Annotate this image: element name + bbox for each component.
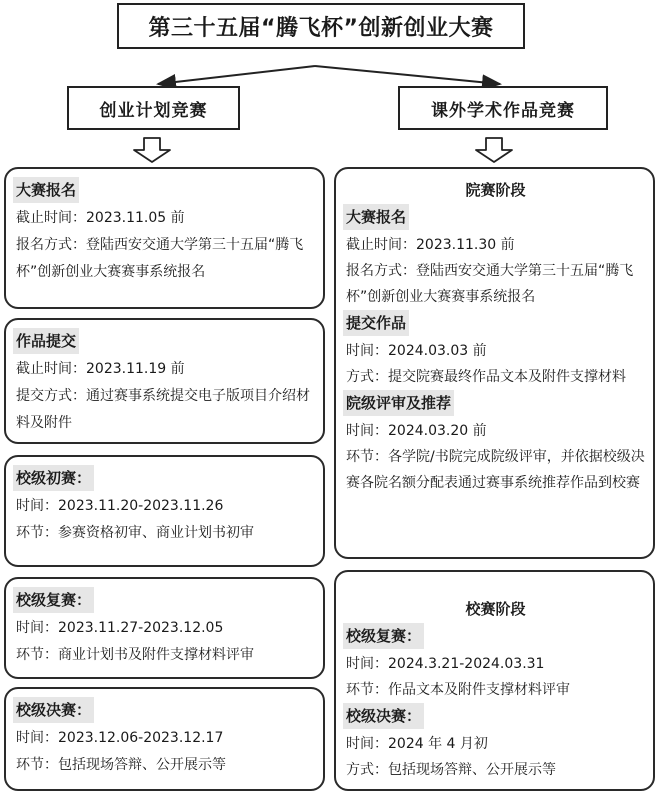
time-text: 时间：2024.03.03 前 (346, 343, 487, 359)
card-second-round (4, 577, 325, 679)
section-heading: 校级复赛： (343, 623, 424, 649)
method-text: 报名方式：登陆西安交通大学第三十五届“腾飞杯”创新创业大赛赛事系统报名 (346, 263, 634, 305)
card-heading: 校级初赛： (13, 465, 94, 491)
competition-title: 第三十五届“腾飞杯”创新创业大赛 (117, 3, 525, 49)
card-registration (4, 167, 325, 309)
time-text: 时间：2023.11.20-2023.11.26 (16, 498, 224, 514)
card-heading: 校级复赛： (13, 587, 94, 613)
time-text: 时间：2024 年 4 月初 (346, 736, 488, 752)
section-heading: 院级评审及推荐 (343, 390, 454, 416)
track-business-plan: 创业计划竞赛 (67, 86, 240, 130)
card-college-stage (334, 167, 655, 559)
track-academic-works: 课外学术作品竞赛 (398, 86, 608, 130)
process-text: 环节：商业计划书及附件支撑材料评审 (16, 647, 254, 663)
method-text: 提交方式：通过赛事系统提交电子版项目介绍材料及附件 (16, 388, 310, 431)
card-heading: 校级决赛： (13, 697, 94, 723)
time-text: 时间：2023.12.06-2023.12.17 (16, 730, 224, 746)
time-text: 时间：2024.3.21-2024.03.31 (346, 656, 545, 672)
arrow-to-right-track (315, 66, 500, 84)
stage-title: 校赛阶段 (465, 600, 526, 618)
arrow-to-left-track (158, 66, 315, 84)
method-text: 方式：包括现场答辩、公开展示等 (346, 762, 556, 778)
card-school-stage (334, 570, 655, 791)
deadline-text: 截止时间：2023.11.30 前 (346, 237, 515, 253)
section-heading: 校级决赛： (343, 703, 424, 729)
down-arrow-right-icon (476, 138, 512, 162)
section-heading: 提交作品 (343, 310, 409, 336)
process-text: 环节：各学院/书院完成院级评审，并依据校级决赛各院名额分配表通过赛事系统推荐作品到校赛 (346, 449, 645, 491)
deadline-text: 截止时间：2023.11.19 前 (16, 361, 185, 377)
process-text: 环节：包括现场答辩、公开展示等 (16, 757, 226, 773)
card-preliminary-round (4, 455, 325, 567)
stage-title: 院赛阶段 (465, 181, 526, 199)
card-final-round (4, 687, 325, 791)
time-text: 时间：2023.11.27-2023.12.05 (16, 620, 224, 636)
method-text: 方式：提交院赛最终作品文本及附件支撑材料 (346, 369, 626, 385)
process-text: 环节：作品文本及附件支撑材料评审 (346, 682, 570, 698)
method-text: 报名方式：登陆西安交通大学第三十五届“腾飞杯”创新创业大赛赛事系统报名 (16, 237, 304, 280)
down-arrow-left-icon (134, 138, 170, 162)
card-submission (4, 318, 325, 444)
time-text: 时间：2024.03.20 前 (346, 423, 487, 439)
card-heading: 作品提交 (13, 328, 79, 354)
section-heading: 大赛报名 (343, 204, 409, 230)
deadline-text: 截止时间：2023.11.05 前 (16, 210, 185, 226)
process-text: 环节：参赛资格初审、商业计划书初审 (16, 525, 254, 541)
card-heading: 大赛报名 (13, 177, 79, 203)
